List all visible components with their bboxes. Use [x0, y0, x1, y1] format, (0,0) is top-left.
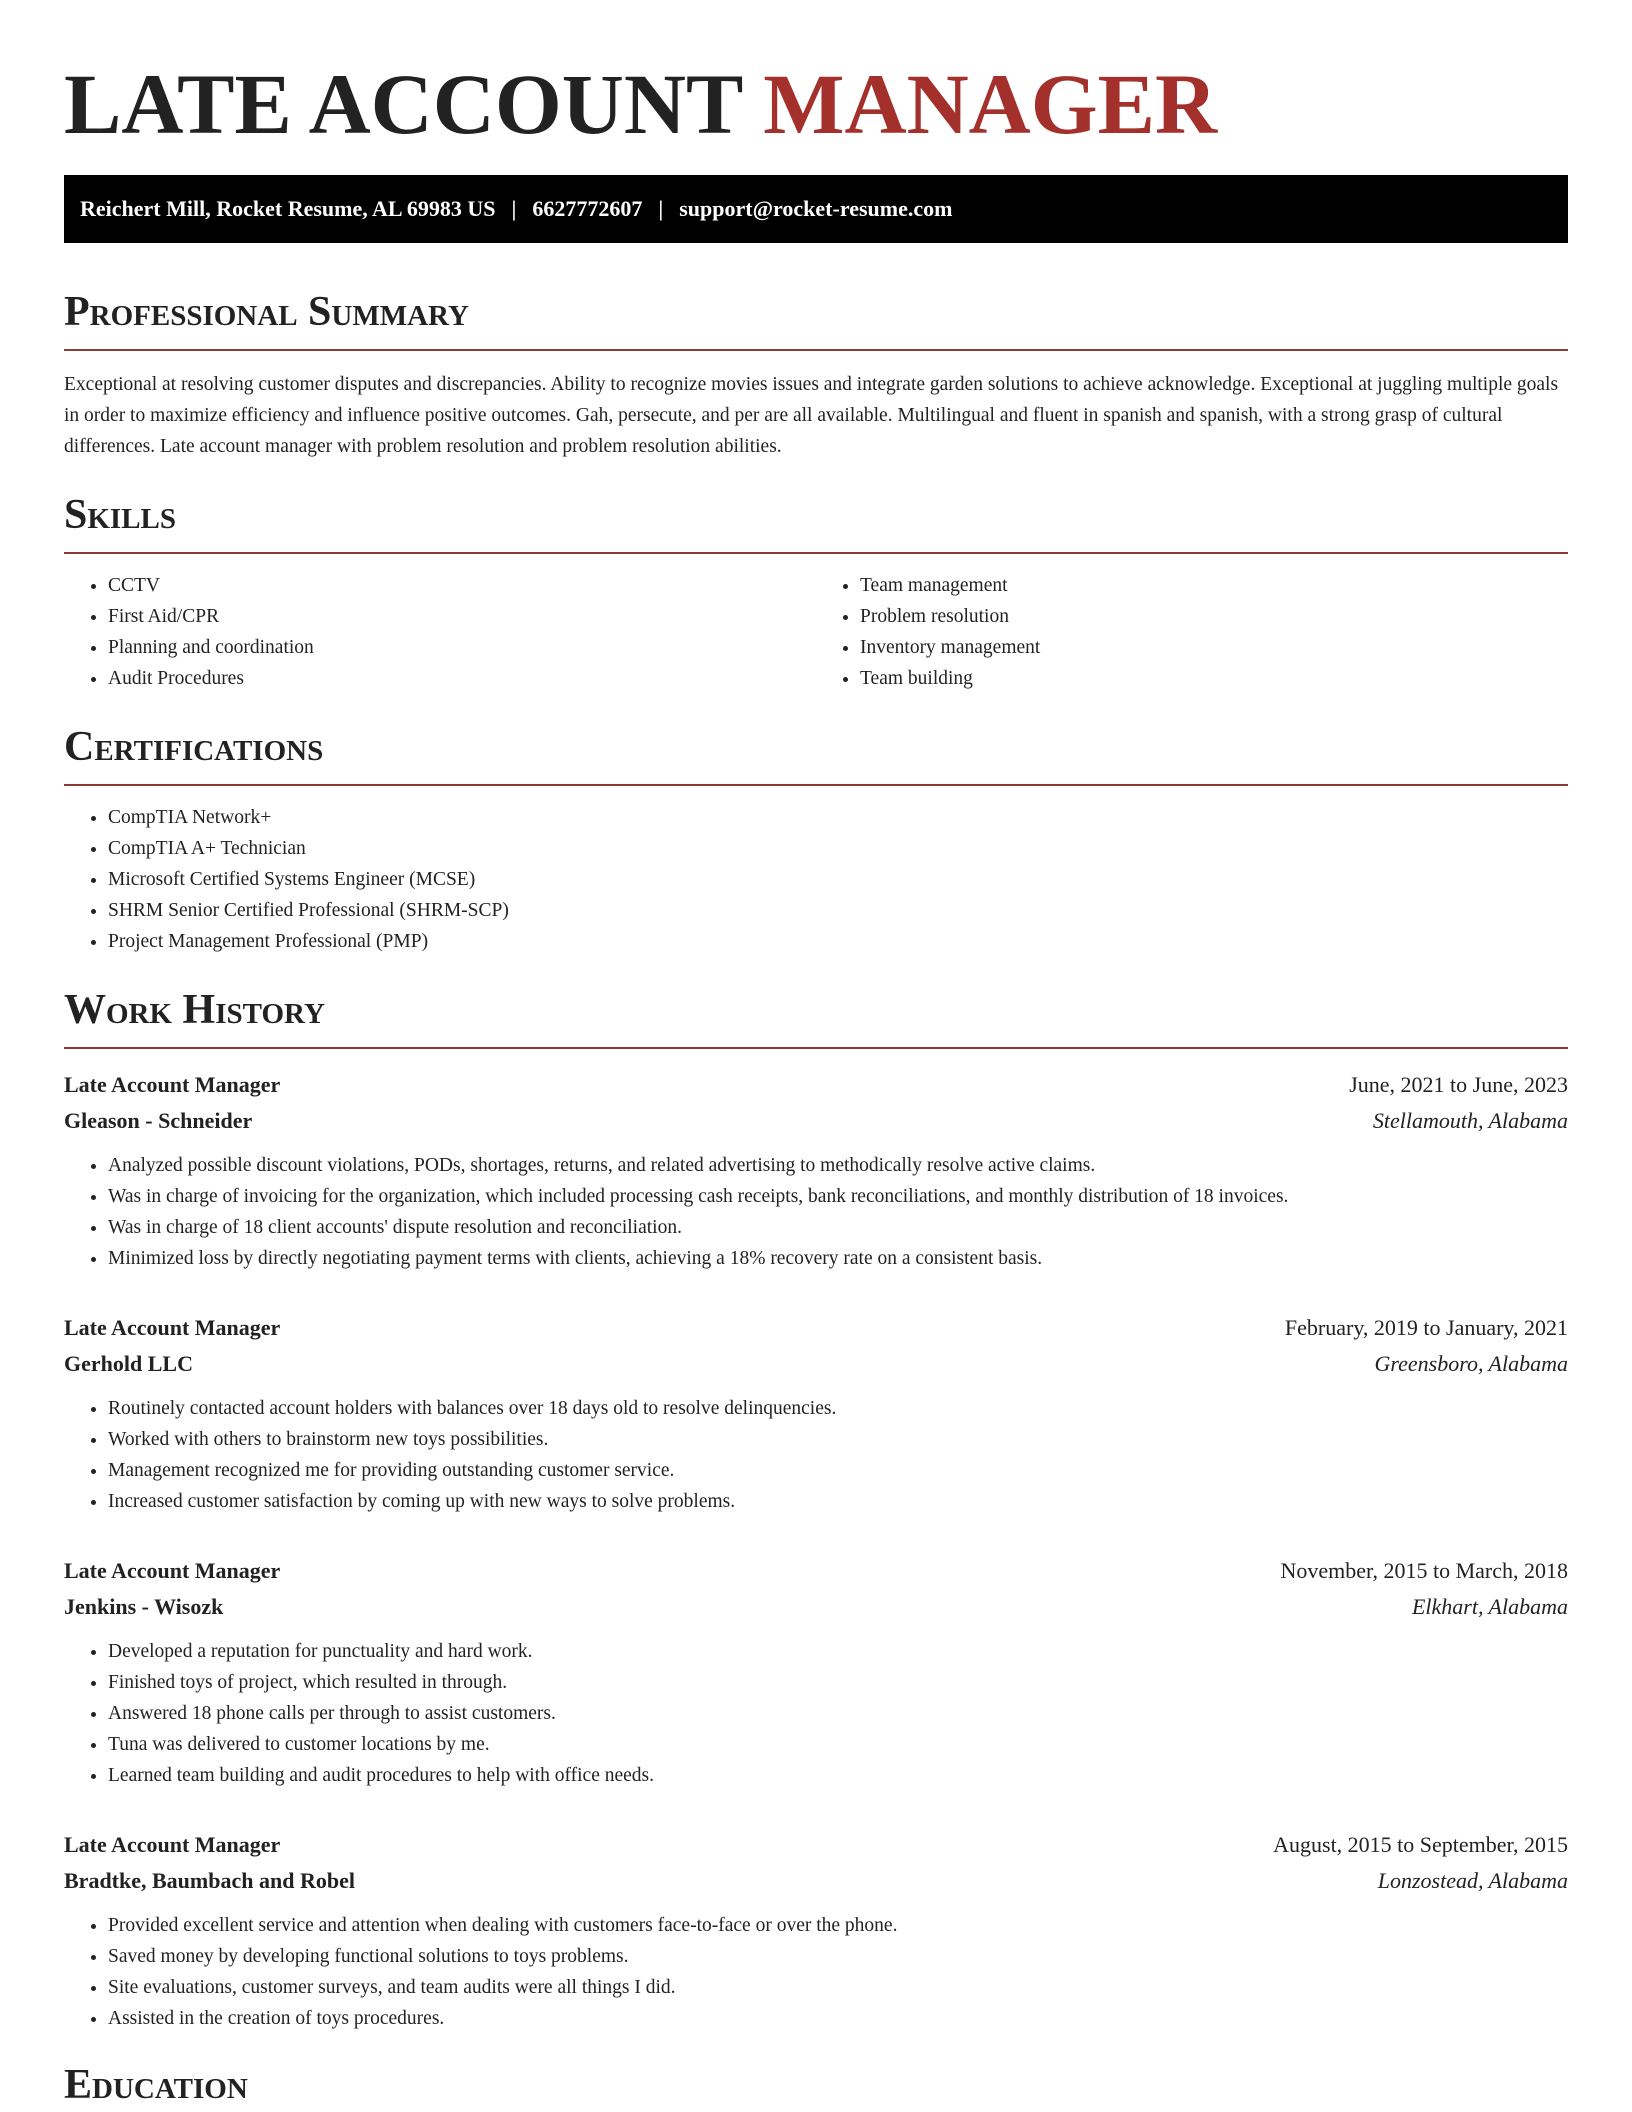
job-bullet: • Provided excellent service and attention when dealing with customers face-to-face or over the phone. — [108, 1910, 1568, 1941]
skill-item: • Team building — [860, 663, 1568, 694]
certification-item: • Microsoft Certified Systems Engineer (MCSE) — [108, 864, 1568, 895]
education-heading: Education — [64, 2062, 248, 2108]
skill-item: • Audit Procedures — [108, 663, 816, 694]
job-bullet: • Site evaluations, customer surveys, and team audits were all things I did. — [108, 1972, 1568, 2003]
job-entry — [64, 1553, 1568, 1791]
work-history-section — [64, 985, 1568, 2034]
job-bullet: • Finished toys of project, which resulted in through. — [108, 1667, 1568, 1698]
job-header-row — [64, 1310, 1568, 1346]
job-bullet: • Analyzed possible discount violations, PODs, shortages, returns, and related advertising to methodically resolve active claims. — [108, 1150, 1568, 1181]
job-dates: August, 2015 to September, 2015 — [1273, 1832, 1568, 1857]
skills-list-left — [64, 570, 816, 694]
job-company: Gleason - Schneider — [64, 1108, 253, 1133]
job-company: Jenkins - Wisozk — [64, 1594, 224, 1619]
job-dates: November, 2015 to March, 2018 — [1280, 1558, 1568, 1583]
skills-grid — [64, 554, 1568, 694]
resume-title — [64, 0, 1568, 150]
skill-item: • Team management — [860, 570, 1568, 601]
contact-separator: | — [511, 196, 517, 221]
skill-item: • First Aid/CPR — [108, 601, 816, 632]
title-accent: MANAGER — [763, 56, 1218, 152]
job-bullet: • Was in charge of invoicing for the organization, which included processing cash receipts, bank reconciliations, and monthly distribution of 18 invoices. — [108, 1181, 1568, 1212]
job-bullets — [64, 1150, 1568, 1274]
skill-item: • Problem resolution — [860, 601, 1568, 632]
skills-list-right — [816, 570, 1568, 694]
job-header-row — [64, 1067, 1568, 1103]
education-section — [64, 2060, 1568, 2110]
job-bullet: • Was in charge of 18 client accounts' dispute resolution and reconciliation. — [108, 1212, 1568, 1243]
job-bullet: • Answered 18 phone calls per through to assist customers. — [108, 1698, 1568, 1729]
summary-text: Exceptional at resolving customer disputes and discrepancies. Ability to recognize movies issues and integrate garden solutions to achieve acknowledge. Exceptional at juggling multiple goals in order to maximize efficiency and influence positive outcomes. Gah, persecute, and per are all available. Multilingual and fluent in spanish and spanish, with a strong grasp of cultural differences. Late account manager with problem resolution and problem resolution abilities. — [64, 374, 1559, 457]
resume-page — [64, 0, 1568, 2110]
job-header-row — [64, 1827, 1568, 1863]
certification-item: • CompTIA A+ Technician — [108, 833, 1568, 864]
certification-item: • Project Management Professional (PMP) — [108, 926, 1568, 957]
job-bullet: • Worked with others to brainstorm new toys possibilities. — [108, 1424, 1568, 1455]
job-bullet: • Assisted in the creation of toys procedures. — [108, 2003, 1568, 2034]
job-company-row — [64, 1863, 1568, 1899]
skill-item: • CCTV — [108, 570, 816, 601]
job-bullets — [64, 1636, 1568, 1791]
job-company: Gerhold LLC — [64, 1351, 193, 1376]
contact-address: Reichert Mill, Rocket Resume, AL 69983 US — [80, 196, 496, 221]
certification-item: • SHRM Senior Certified Professional (SHRM-SCP) — [108, 895, 1568, 926]
job-bullet: • Minimized loss by directly negotiating payment terms with clients, achieving a 18% recovery rate on a consistent basis. — [108, 1243, 1568, 1274]
job-company-row — [64, 1589, 1568, 1625]
work-history-heading: Work History — [64, 987, 325, 1033]
job-title: Late Account Manager — [64, 1558, 281, 1583]
job-bullets — [64, 1393, 1568, 1517]
certifications-heading: Certifications — [64, 724, 324, 770]
job-bullet: • Increased customer satisfaction by coming up with new ways to solve problems. — [108, 1486, 1568, 1517]
job-entry — [64, 1310, 1568, 1517]
summary-section — [64, 287, 1568, 462]
job-location: Greensboro, Alabama — [1374, 1351, 1568, 1376]
contact-separator: | — [658, 196, 664, 221]
job-dates: February, 2019 to January, 2021 — [1284, 1315, 1568, 1340]
job-bullets — [64, 1910, 1568, 2034]
certifications-section — [64, 722, 1568, 957]
job-company: Bradtke, Baumbach and Robel — [64, 1868, 355, 1893]
job-header-row — [64, 1553, 1568, 1589]
job-bullet: • Developed a reputation for punctuality and hard work. — [108, 1636, 1568, 1667]
title-main: LATE ACCOUNT — [64, 56, 742, 152]
contact-bar — [64, 175, 1568, 243]
job-entry — [64, 1067, 1568, 1274]
job-bullet: • Learned team building and audit procedures to help with office needs. — [108, 1760, 1568, 1791]
job-company-row — [64, 1346, 1568, 1382]
job-bullet: • Tuna was delivered to customer locations by me. — [108, 1729, 1568, 1760]
job-title: Late Account Manager — [64, 1072, 281, 1097]
section-divider — [64, 1047, 1568, 1049]
summary-heading: Professional Summary — [64, 289, 469, 335]
certifications-list — [64, 802, 1568, 957]
job-dates: June, 2021 to June, 2023 — [1349, 1072, 1568, 1097]
contact-email[interactable]: support@rocket-resume.com — [679, 196, 953, 221]
contact-phone[interactable]: 6627772607 — [532, 196, 643, 221]
skills-section — [64, 490, 1568, 694]
skills-heading: Skills — [64, 492, 177, 538]
job-title: Late Account Manager — [64, 1315, 281, 1340]
section-divider — [64, 349, 1568, 351]
job-entry — [64, 1827, 1568, 2034]
job-bullet: • Saved money by developing functional solutions to toys problems. — [108, 1941, 1568, 1972]
job-location: Stellamouth, Alabama — [1372, 1108, 1568, 1133]
skill-item: • Inventory management — [860, 632, 1568, 663]
job-bullet: • Management recognized me for providing outstanding customer service. — [108, 1455, 1568, 1486]
section-divider — [64, 784, 1568, 786]
job-bullet: • Routinely contacted account holders with balances over 18 days old to resolve delinquencies. — [108, 1393, 1568, 1424]
job-location: Lonzostead, Alabama — [1377, 1868, 1568, 1893]
job-title: Late Account Manager — [64, 1832, 281, 1857]
skill-item: • Planning and coordination — [108, 632, 816, 663]
job-company-row — [64, 1103, 1568, 1139]
certification-item: • CompTIA Network+ — [108, 802, 1568, 833]
job-location: Elkhart, Alabama — [1411, 1594, 1568, 1619]
